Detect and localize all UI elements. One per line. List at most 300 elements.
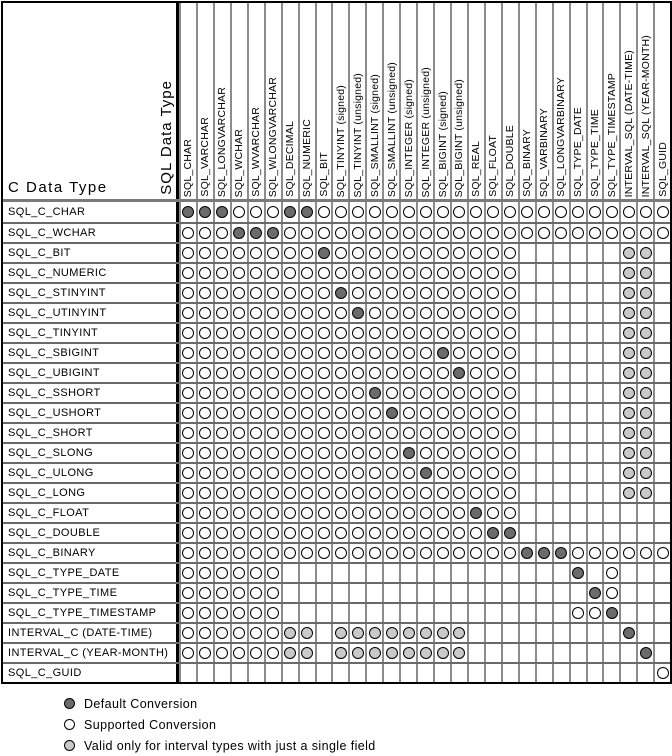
row-header: SQL_C_BIT (3, 244, 179, 262)
conversion-cell (535, 484, 552, 502)
conversion-cell (636, 484, 653, 502)
supported-conversion-icon (335, 467, 347, 479)
conversion-cell (484, 444, 501, 462)
conversion-cell (264, 284, 281, 302)
conversion-cell (653, 404, 670, 422)
supported-conversion-icon (487, 487, 499, 499)
conversion-cell (264, 404, 281, 422)
supported-conversion-icon (352, 206, 364, 218)
conversion-cell (331, 584, 348, 602)
column-header-label: SQL_SMALLINT (signed) (368, 73, 381, 197)
conversion-cell (331, 324, 348, 342)
conversion-cell (213, 524, 230, 542)
supported-conversion-icon (369, 547, 381, 559)
supported-conversion-icon (589, 607, 601, 619)
conversion-cell (179, 444, 196, 462)
conversion-cell (230, 224, 247, 242)
supported-conversion-icon (284, 507, 296, 519)
conversion-cell (264, 202, 281, 222)
conversion-cell (365, 464, 382, 482)
conversion-cell (281, 564, 298, 582)
supported-conversion-icon (657, 667, 669, 679)
conversion-cell (653, 584, 670, 602)
conversion-cell (586, 544, 603, 562)
conversion-cell (450, 404, 467, 422)
conversion-cell (636, 504, 653, 522)
conversion-cell (230, 444, 247, 462)
conversion-cell (196, 284, 213, 302)
supported-conversion-icon (199, 227, 211, 239)
supported-conversion-icon (504, 327, 516, 339)
conversion-cell (619, 284, 636, 302)
conversion-cell (196, 444, 213, 462)
conversion-cell (399, 584, 416, 602)
supported-conversion-icon (487, 427, 499, 439)
conversion-cell (450, 202, 467, 222)
default-conversion-icon (216, 206, 228, 218)
conversion-cell (501, 504, 518, 522)
conversion-cell (247, 244, 264, 262)
supported-conversion-icon (487, 447, 499, 459)
supported-conversion-icon (233, 447, 245, 459)
conversion-cell (552, 524, 569, 542)
table-row (3, 582, 670, 602)
conversion-cell (569, 324, 586, 342)
table-row (3, 602, 670, 622)
conversion-cell (399, 664, 416, 682)
conversion-cell (484, 524, 501, 542)
table-row (3, 282, 670, 302)
interval-conversion-icon (352, 647, 364, 659)
supported-conversion-icon (437, 547, 449, 559)
default-conversion-icon (318, 247, 330, 259)
supported-conversion-icon (369, 347, 381, 359)
conversion-cell (552, 324, 569, 342)
conversion-cell (535, 202, 552, 222)
conversion-cell (484, 224, 501, 242)
conversion-cell (467, 404, 484, 422)
conversion-cell (552, 284, 569, 302)
conversion-cell (382, 464, 399, 482)
conversion-cell (399, 544, 416, 562)
supported-conversion-icon (352, 387, 364, 399)
column-header (501, 3, 518, 199)
conversion-cell (450, 524, 467, 542)
conversion-cell (348, 324, 365, 342)
conversion-cell (518, 404, 535, 422)
conversion-cell (433, 224, 450, 242)
supported-conversion-icon (453, 267, 465, 279)
conversion-cell (602, 484, 619, 502)
supported-conversion-icon (420, 327, 432, 339)
conversion-cell (619, 604, 636, 622)
supported-conversion-icon (216, 587, 228, 599)
conversion-cell (264, 444, 281, 462)
conversion-cell (450, 504, 467, 522)
conversion-cell (433, 664, 450, 682)
conversion-cell (196, 224, 213, 242)
table-row (3, 302, 670, 322)
conversion-cell (281, 604, 298, 622)
conversion-cell (365, 564, 382, 582)
supported-conversion-icon (301, 547, 313, 559)
conversion-cell (179, 524, 196, 542)
supported-conversion-icon (453, 507, 465, 519)
conversion-cell (501, 564, 518, 582)
interval-conversion-icon (335, 627, 347, 639)
supported-conversion-icon (182, 447, 194, 459)
conversion-cell (552, 264, 569, 282)
conversion-cell (315, 624, 332, 642)
conversion-cell (467, 324, 484, 342)
conversion-cell (348, 604, 365, 622)
supported-conversion-icon (403, 387, 415, 399)
conversion-cell (264, 324, 281, 342)
supported-conversion-icon (403, 427, 415, 439)
supported-conversion-icon (487, 407, 499, 419)
conversion-cell (315, 244, 332, 262)
supported-conversion-icon (470, 487, 482, 499)
conversion-cell (331, 504, 348, 522)
supported-conversion-icon (555, 206, 567, 218)
supported-conversion-icon (640, 547, 652, 559)
conversion-cell (281, 444, 298, 462)
row-header: INTERVAL_C (DATE-TIME) (3, 624, 179, 642)
supported-conversion-icon (233, 287, 245, 299)
supported-conversion-icon (267, 527, 279, 539)
default-conversion-icon (487, 527, 499, 539)
conversion-cell (416, 544, 433, 562)
default-conversion-icon (538, 547, 550, 559)
supported-conversion-icon (182, 527, 194, 539)
conversion-cell (501, 324, 518, 342)
supported-conversion-icon (216, 407, 228, 419)
supported-conversion-icon (572, 607, 584, 619)
conversion-cell (467, 464, 484, 482)
conversion-cell (196, 504, 213, 522)
conversion-cell (433, 484, 450, 502)
conversion-cell (315, 264, 332, 282)
supported-conversion-icon (233, 347, 245, 359)
column-header (467, 3, 484, 199)
supported-conversion-icon (420, 507, 432, 519)
supported-conversion-icon (335, 547, 347, 559)
conversion-cell (331, 384, 348, 402)
conversion-cell (569, 344, 586, 362)
column-header-label: SQL_WVARCHAR (250, 107, 263, 197)
interval-conversion-icon (623, 487, 635, 499)
conversion-cell (602, 224, 619, 242)
column-header-label: SQL_TYPE_TIMESTAMP (605, 72, 618, 197)
conversion-cell (518, 224, 535, 242)
conversion-cell (602, 284, 619, 302)
interval-conversion-icon (640, 447, 652, 459)
conversion-cell (247, 504, 264, 522)
supported-conversion-icon (216, 647, 228, 659)
conversion-cell (264, 424, 281, 442)
conversion-cell (552, 224, 569, 242)
conversion-cell (264, 364, 281, 382)
conversion-cell (399, 264, 416, 282)
conversion-cell (348, 244, 365, 262)
interval-conversion-icon (640, 407, 652, 419)
supported-conversion-icon (182, 287, 194, 299)
row-header: SQL_C_TINYINT (3, 324, 179, 342)
supported-conversion-icon (284, 447, 296, 459)
supported-conversion-icon (250, 347, 262, 359)
row-header: SQL_C_BINARY (3, 544, 179, 562)
conversion-cell (501, 224, 518, 242)
supported-conversion-icon (504, 487, 516, 499)
conversion-cell (501, 664, 518, 682)
conversion-cell (382, 244, 399, 262)
supported-conversion-icon (420, 227, 432, 239)
conversion-cell (315, 504, 332, 522)
supported-conversion-icon (470, 447, 482, 459)
supported-conversion-icon (352, 527, 364, 539)
supported-conversion-icon (318, 347, 330, 359)
supported-conversion-icon (555, 227, 567, 239)
supported-conversion-icon (216, 307, 228, 319)
conversion-cell (501, 264, 518, 282)
conversion-cell (281, 524, 298, 542)
conversion-cell (467, 424, 484, 442)
conversion-cell (399, 504, 416, 522)
supported-conversion-icon (623, 227, 635, 239)
conversion-cell (331, 484, 348, 502)
supported-conversion-icon (250, 607, 262, 619)
conversion-cell (365, 344, 382, 362)
conversion-cell (315, 564, 332, 582)
conversion-cell (315, 284, 332, 302)
supported-conversion-icon (233, 487, 245, 499)
supported-conversion-icon (284, 227, 296, 239)
conversion-cell (484, 404, 501, 422)
conversion-cell (602, 344, 619, 362)
column-header (365, 3, 382, 199)
supported-conversion-icon (216, 227, 228, 239)
legend-item-interval (64, 735, 376, 756)
conversion-cell (450, 544, 467, 562)
conversion-cell (230, 644, 247, 662)
conversion-cell (179, 202, 196, 222)
column-header (298, 3, 315, 199)
supported-conversion-icon (199, 607, 211, 619)
conversion-cell (331, 404, 348, 422)
column-header-label: SQL_LONGVARBINARY (555, 77, 568, 197)
conversion-cell (535, 224, 552, 242)
supported-conversion-icon (470, 527, 482, 539)
legend-item-supported (64, 714, 376, 735)
supported-conversion-icon (267, 307, 279, 319)
conversion-cell (281, 424, 298, 442)
conversion-cell (535, 424, 552, 442)
conversion-cell (179, 384, 196, 402)
interval-conversion-icon (623, 287, 635, 299)
conversion-cell (247, 344, 264, 362)
conversion-cell (298, 284, 315, 302)
supported-conversion-icon (437, 206, 449, 218)
conversion-cell (247, 584, 264, 602)
conversion-cell (450, 664, 467, 682)
supported-conversion-icon (301, 467, 313, 479)
conversion-cell (331, 464, 348, 482)
conversion-cell (315, 304, 332, 322)
conversion-cell (365, 484, 382, 502)
table-row (3, 462, 670, 482)
conversion-cell (467, 564, 484, 582)
supported-conversion-icon (386, 227, 398, 239)
row-header: SQL_C_UTINYINT (3, 304, 179, 322)
conversion-cell (348, 564, 365, 582)
conversion-cell (433, 604, 450, 622)
interval-conversion-icon (403, 647, 415, 659)
supported-conversion-icon (335, 247, 347, 259)
column-header-label: SQL_TYPE_DATE (572, 107, 585, 197)
conversion-cell (213, 202, 230, 222)
conversion-cell (365, 224, 382, 242)
supported-conversion-icon (386, 507, 398, 519)
conversion-cell (450, 584, 467, 602)
supported-conversion-icon (301, 527, 313, 539)
conversion-cell (315, 364, 332, 382)
conversion-cell (484, 264, 501, 282)
conversion-cell (552, 484, 569, 502)
supported-conversion-icon (182, 307, 194, 319)
column-header (586, 3, 603, 199)
conversion-cell (433, 344, 450, 362)
conversion-cell (569, 624, 586, 642)
supported-conversion-icon (199, 507, 211, 519)
row-header: SQL_C_UBIGINT (3, 364, 179, 382)
conversion-cell (653, 664, 670, 682)
supported-conversion-icon (521, 227, 533, 239)
supported-conversion-icon (318, 527, 330, 539)
conversion-cell (653, 224, 670, 242)
conversion-cell (501, 344, 518, 362)
supported-conversion-icon (420, 206, 432, 218)
conversion-cell (552, 604, 569, 622)
default-conversion-icon (267, 227, 279, 239)
conversion-cell (433, 464, 450, 482)
column-header-label: SQL_TINYINT (unsigned) (351, 72, 364, 197)
supported-conversion-icon (504, 267, 516, 279)
supported-conversion-icon (318, 387, 330, 399)
conversion-cell (569, 524, 586, 542)
supported-conversion-icon (470, 247, 482, 259)
conversion-cell (213, 264, 230, 282)
supported-conversion-icon (301, 447, 313, 459)
supported-conversion-icon (369, 287, 381, 299)
supported-conversion-icon (453, 206, 465, 218)
conversion-cell (365, 444, 382, 462)
supported-conversion-icon (504, 447, 516, 459)
interval-conversion-icon (623, 447, 635, 459)
conversion-cell (501, 404, 518, 422)
conversion-cell (501, 484, 518, 502)
conversion-cell (365, 624, 382, 642)
supported-conversion-icon (182, 507, 194, 519)
column-header (416, 3, 433, 199)
interval-conversion-icon (640, 387, 652, 399)
conversion-cell (230, 484, 247, 502)
conversion-cell (179, 624, 196, 642)
conversion-cell (247, 384, 264, 402)
default-conversion-icon (555, 547, 567, 559)
supported-conversion-icon (216, 427, 228, 439)
supported-conversion-icon (369, 407, 381, 419)
column-header-label: SQL_INTEGER (signed) (402, 78, 415, 197)
column-header (348, 3, 365, 199)
conversion-cell (450, 284, 467, 302)
supported-conversion-icon (318, 367, 330, 379)
supported-conversion-icon (267, 507, 279, 519)
supported-conversion-icon (250, 527, 262, 539)
supported-conversion-icon (250, 387, 262, 399)
conversion-cell (196, 404, 213, 422)
conversion-cell (196, 544, 213, 562)
conversion-cell (467, 264, 484, 282)
conversion-cell (484, 202, 501, 222)
conversion-cell (196, 384, 213, 402)
supported-conversion-icon (267, 627, 279, 639)
supported-conversion-icon (335, 387, 347, 399)
conversion-cell (281, 324, 298, 342)
conversion-cell (450, 604, 467, 622)
supported-conversion-icon (250, 547, 262, 559)
supported-conversion-icon (250, 206, 262, 218)
conversion-cell (636, 424, 653, 442)
supported-conversion-icon (437, 487, 449, 499)
supported-conversion-icon (470, 267, 482, 279)
supported-conversion-icon (267, 367, 279, 379)
column-header-label: SQL_REAL (470, 141, 483, 197)
conversion-cell (281, 224, 298, 242)
supported-conversion-icon (182, 247, 194, 259)
conversion-cell (416, 484, 433, 502)
default-conversion-icon (504, 527, 516, 539)
conversion-cell (399, 384, 416, 402)
supported-conversion-icon (182, 427, 194, 439)
supported-conversion-icon (233, 307, 245, 319)
conversion-cell (247, 304, 264, 322)
conversion-cell (348, 264, 365, 282)
supported-conversion-icon (199, 347, 211, 359)
conversion-cell (196, 202, 213, 222)
supported-conversion-icon (386, 267, 398, 279)
column-header (179, 3, 196, 199)
conversion-cell (348, 484, 365, 502)
conversion-cell (179, 324, 196, 342)
supported-conversion-icon (199, 627, 211, 639)
supported-conversion-icon (420, 307, 432, 319)
conversion-cell (467, 624, 484, 642)
conversion-cell (518, 444, 535, 462)
supported-conversion-icon (470, 287, 482, 299)
conversion-cell (484, 624, 501, 642)
conversion-cell (247, 604, 264, 622)
conversion-cell (653, 304, 670, 322)
conversion-cell (365, 504, 382, 522)
conversion-cell (382, 304, 399, 322)
conversion-cell (450, 304, 467, 322)
supported-conversion-icon (572, 227, 584, 239)
supported-conversion-icon (386, 387, 398, 399)
supported-conversion-icon (538, 227, 550, 239)
conversion-cell (569, 664, 586, 682)
supported-conversion-icon (318, 407, 330, 419)
conversion-cell (467, 604, 484, 622)
